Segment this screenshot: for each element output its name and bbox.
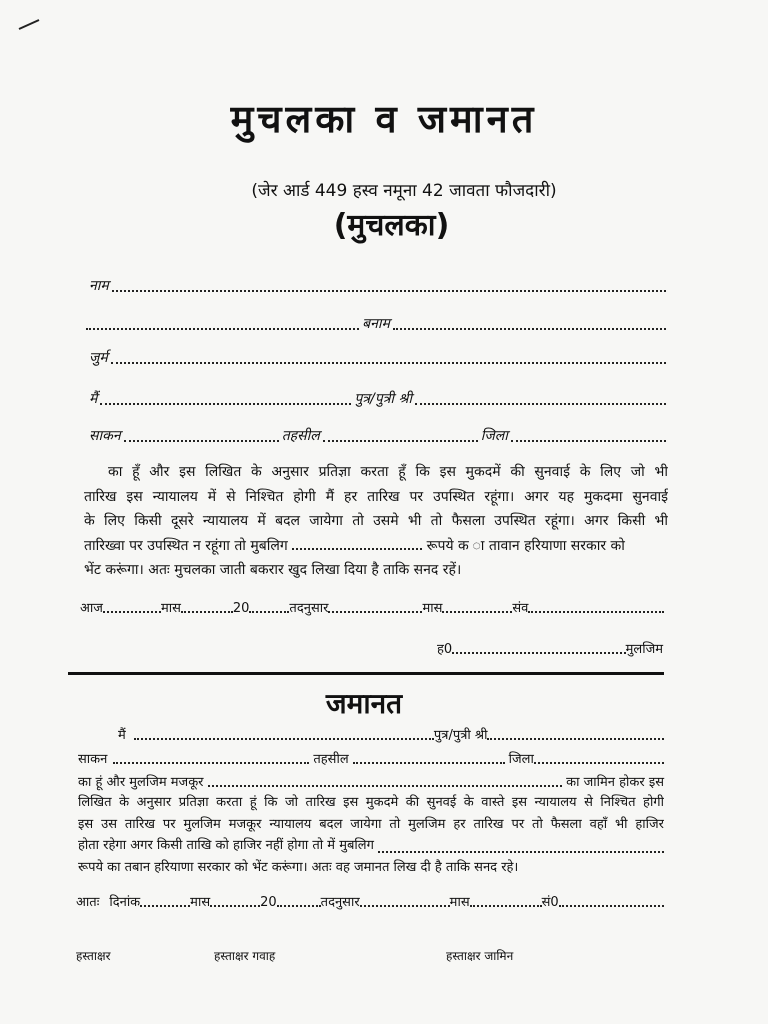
month3-field[interactable] — [210, 904, 260, 907]
name-field[interactable] — [112, 290, 666, 292]
sakan-field[interactable] — [124, 440, 279, 442]
jamanat-paragraph — [78, 792, 664, 878]
banaam-row — [86, 313, 666, 333]
name-label: नाम — [89, 278, 109, 294]
para2-line: होता रहेगा अगर किसी ताखि को हाजिर नहीं होगा तो में मुबलिग — [78, 838, 374, 853]
sakan-label: साकन — [89, 428, 121, 444]
section-divider — [68, 672, 664, 675]
jamanat-mulzim-row — [78, 772, 664, 790]
maas3-label: मास — [190, 895, 211, 910]
main2-label: मैं — [118, 728, 126, 743]
jamanat-sakan-row — [78, 749, 664, 767]
zila2-label: जिला — [508, 752, 534, 767]
para2-line: लिखित के अनुसार प्रतिज्ञा करता हूं कि जो तारिख इस मुकदमे की सुनवई के वास्ते इस न्यायालय से निश्चित होगी — [78, 795, 664, 810]
pen-mark — [18, 18, 40, 30]
signature-label: हस्ताक्षर — [76, 949, 111, 963]
tehsil-field[interactable] — [323, 440, 478, 442]
main-name-field[interactable] — [100, 403, 351, 405]
tehsil2-label: तहसील — [313, 752, 349, 767]
year2-field[interactable] — [277, 904, 321, 907]
jurm-label: जुर्म — [89, 350, 108, 366]
sakan-row — [86, 425, 666, 445]
para1-line: तारिख्वा पर उपस्थित न रहूंगा तो मुबलिग — [84, 537, 288, 554]
mulzim-name-field[interactable] — [208, 784, 563, 787]
zila-field[interactable] — [511, 440, 666, 442]
day-field[interactable] — [103, 610, 161, 613]
putra-label: पुत्र/पुत्री श्री — [354, 391, 413, 407]
aaj-label: आज — [80, 601, 103, 616]
year-label: 20 — [232, 601, 250, 616]
form-subtitle: (जेर आर्ड 449 हस्व नमूना 42 जावता फौजदारी) — [251, 181, 557, 201]
para2-line: रूपये का तबान हरियाणा सरकार को भेंट करूंगा। अतः वह जमानत लिख दी है ताकि सनद रहे। — [78, 859, 519, 875]
tehsil2-field[interactable] — [353, 761, 505, 764]
main-label: मैं — [89, 391, 98, 407]
samvat-field[interactable] — [528, 610, 664, 613]
day2-field[interactable] — [140, 904, 190, 907]
party-field[interactable] — [86, 328, 359, 330]
banaam-field[interactable] — [393, 328, 666, 330]
jamin-name-field[interactable] — [134, 737, 434, 740]
samvat-label: संव — [512, 601, 529, 616]
jurm-field[interactable] — [111, 362, 666, 364]
mulzim-label: मुलजिम — [625, 642, 663, 657]
zila-label: जिला — [480, 428, 508, 444]
section-jamanat-title: जमानत — [325, 687, 403, 720]
month-field[interactable] — [181, 610, 233, 613]
sakan2-field[interactable] — [113, 761, 309, 764]
tadanusar-field[interactable] — [328, 610, 422, 613]
banaam-label: बनाम — [362, 316, 390, 332]
month2-field[interactable] — [442, 610, 512, 613]
ka-hun-label: का हूं और मुलजिम मजकूर — [78, 775, 204, 790]
sakan2-label: साकन — [78, 752, 108, 767]
tadanusar-label: तदनुसार — [289, 601, 329, 616]
para1-line: तारिख इस न्यायालय में से निश्चित होगी मैं हर तारिख पर उपस्थित रहूंगा। अगर यह मुकदमा सुनवाई — [84, 488, 668, 505]
para2-line: इस उस तारिख पर मुलजिम मजकूर न्यायालय बदल जायेगा तो मुलजिम हर तारिख पर तो फैसला वहाँ भी हाजिर — [78, 816, 664, 832]
month4-field[interactable] — [470, 904, 542, 907]
name-row — [86, 275, 666, 295]
tehsil-label: तहसील — [281, 428, 320, 444]
main-row — [86, 388, 666, 408]
jurm-row — [86, 347, 666, 367]
amount2-field[interactable] — [378, 850, 664, 853]
aatah-label: आतः — [76, 895, 100, 910]
maas4-label: मास — [449, 895, 470, 910]
year2-label: 20 — [260, 895, 277, 910]
maas-label: मास — [160, 601, 181, 616]
para1-line-amount — [84, 534, 668, 559]
year-field[interactable] — [249, 610, 289, 613]
jamin-father-field[interactable] — [487, 737, 664, 740]
samvat2-field[interactable] — [559, 904, 664, 907]
amount-field[interactable] — [292, 538, 422, 550]
h-label: ह0 — [437, 642, 453, 657]
witness-signature-label: हस्ताक्षर गवाह — [214, 949, 276, 963]
para1-line: रूपये क ा तावान हरियाणा सरकार को — [426, 537, 625, 554]
date-row-1 — [80, 598, 664, 616]
para1-line: भेंट करूंगा। अतः मुचलका जाती बकरार खुद लिखा दिया है ताकि सनद रहें। — [84, 562, 462, 578]
dinank-label: दिनांक — [109, 895, 141, 910]
form-title: मुचलका व जमानत — [230, 97, 538, 141]
samvat2-label: सं0 — [541, 895, 559, 910]
para2-line-amount — [78, 835, 664, 857]
zila2-field[interactable] — [534, 761, 664, 764]
jamanat-main-row — [118, 725, 664, 743]
ka-jamin-label: का जामिन होकर इस — [566, 775, 664, 790]
para1-line: के लिए किसी दूसरे न्यायालय में बदल जायेगा तो उसमे भी तो फैसला उपस्थित रहूंगा। अगर किसी भी — [84, 513, 668, 529]
muchalka-paragraph — [84, 460, 668, 583]
putra2-label: पुत्र/पुत्री श्री — [433, 728, 488, 743]
surety-signature-label: हस्ताक्षर जामिन — [446, 949, 514, 963]
tadanusar2-field[interactable] — [360, 904, 450, 907]
father-name-field[interactable] — [415, 403, 666, 405]
mulzim-signature-field[interactable] — [452, 651, 625, 654]
para1-line: का हूँ और इस लिखित के अनुसार प्रतिज्ञा करता हूँ कि इस मुकदमें की सुनवाई के लिए जो भी — [108, 464, 668, 480]
maas2-label: मास — [422, 601, 443, 616]
mulzim-signature-row — [437, 639, 663, 657]
tadanusar2-label: तदनुसार — [320, 895, 360, 910]
section-muchalka-title: (मुचलका) — [333, 208, 450, 243]
date-row-2 — [76, 892, 664, 910]
